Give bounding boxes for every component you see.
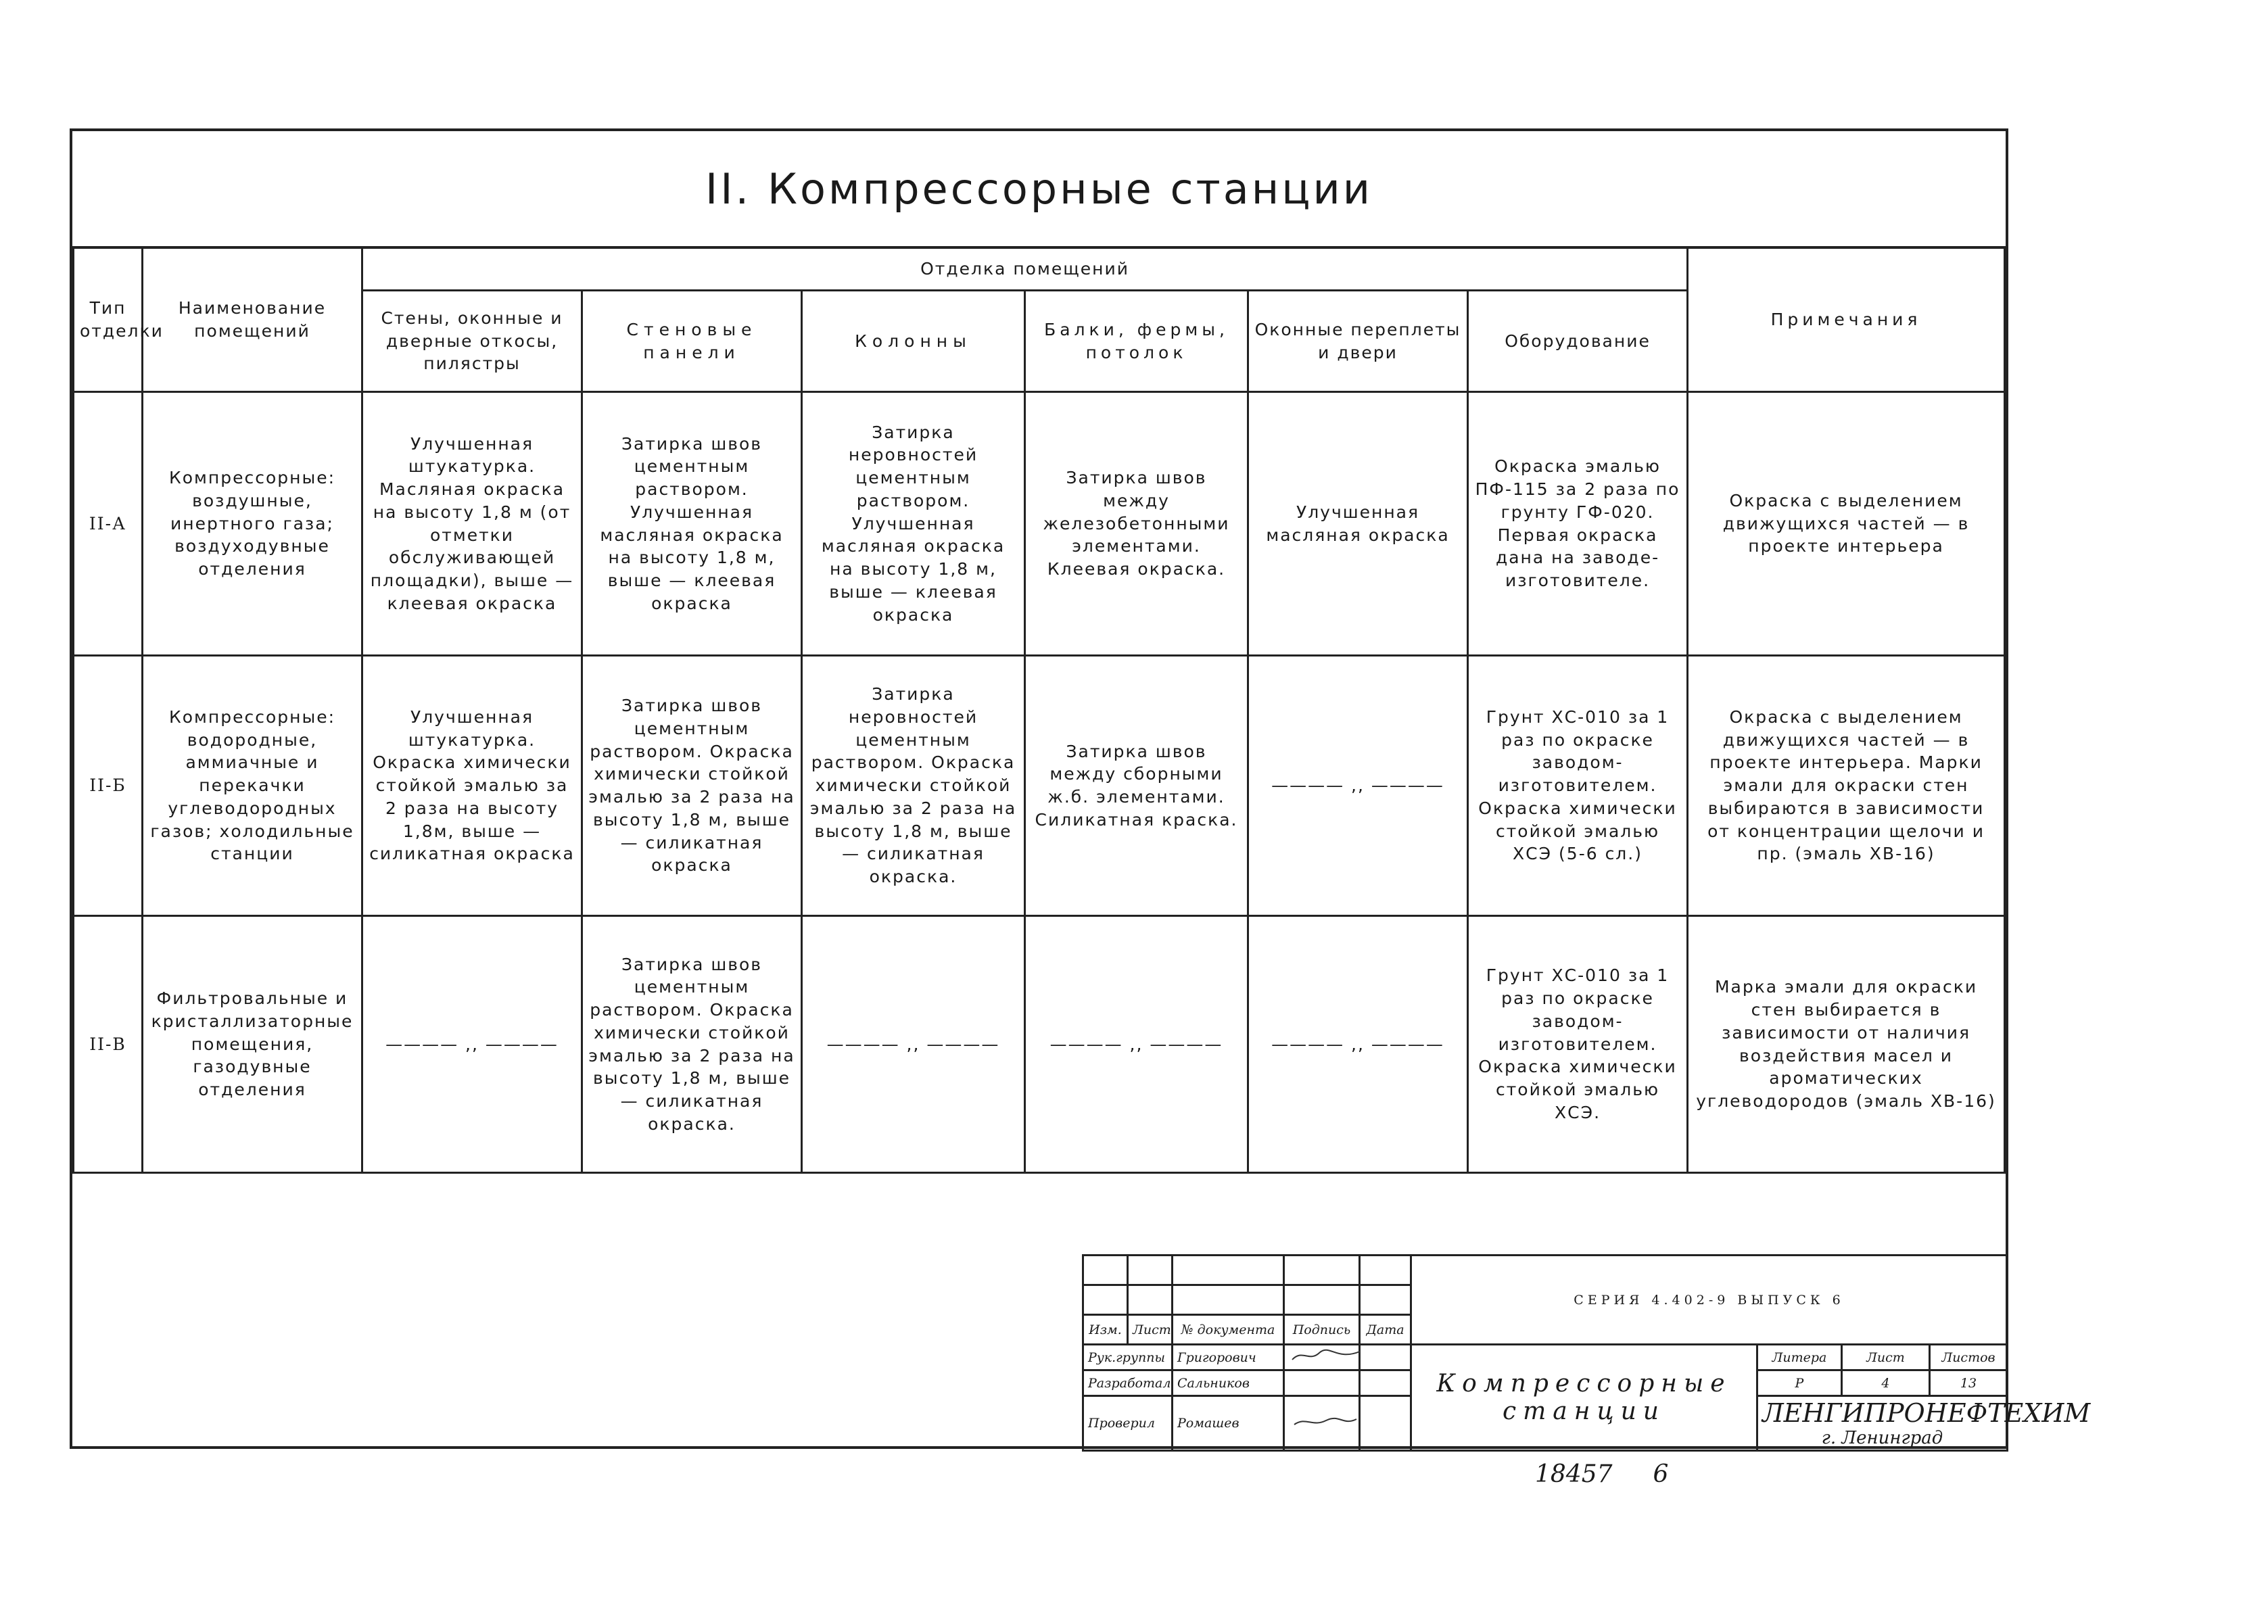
drawing-sheet <box>70 128 2008 1449</box>
header-beams: Балки, фермы, потолок <box>1025 291 1248 392</box>
row-code: II-А <box>74 392 143 656</box>
role-label: Проверил <box>1083 1396 1173 1451</box>
table-row <box>74 656 2005 916</box>
windows-cell: Улучшенная масляная окраска <box>1248 392 1468 656</box>
series-label: СЕРИЯ 4.402-9 ВЫПУСК 6 <box>1411 1256 2008 1345</box>
stamp-header-signature: Подпись <box>1284 1315 1360 1345</box>
windows-cell: ———— ,, ———— <box>1248 916 1468 1173</box>
header-windows: Оконные переплеты и двери <box>1248 291 1468 392</box>
signature <box>1284 1396 1360 1451</box>
header-type: Тип отделки <box>74 247 143 392</box>
title-block <box>1082 1254 2091 1449</box>
litera-label: Литера <box>1757 1345 1841 1370</box>
role-label: Рук.группы <box>1083 1345 1173 1370</box>
sheets-value: 13 <box>1929 1370 2007 1396</box>
archive-number: 18457 6 <box>1535 1460 1669 1488</box>
stamp-header-document: № документа <box>1173 1315 1284 1345</box>
document-title: Компрессорные станции <box>1411 1345 1757 1451</box>
notes-cell: Окраска с выделением движущихся частей — в проекте интерьера <box>1688 392 2005 656</box>
columns-cell: Затирка неровностей цементным раствором. Окраска химически стойкой эмалью за 2 раза на высоту 1,8 м, выше — силикатная окраска. <box>802 656 1025 916</box>
row-code: II-Б <box>74 656 143 916</box>
panels-cell: Затирка швов цементным раствором. Окраска химически стойкой эмалью за 2 раза на высоту 1,8 м, выше — силикатная окраска. <box>582 916 802 1173</box>
row-code: II-В <box>74 916 143 1173</box>
header-walls: Стены, оконные и дверные откосы, пилястры <box>362 291 582 392</box>
windows-cell: ———— ,, ———— <box>1248 656 1468 916</box>
beams-cell: Затирка швов между железобетонными элементами. Клеевая окраска. <box>1025 392 1248 656</box>
stamp-header-date: Дата <box>1360 1315 1411 1345</box>
person-name: Григорович <box>1173 1345 1284 1370</box>
walls-cell: Улучшенная штукатурка. Масляная окраска на высоту 1,8 м (от отметки обслуживающей площадки), выше — клеевая окраска <box>362 392 582 656</box>
equipment-cell: Грунт ХС-010 за 1 раз по окраске заводом-изготовителем. Окраска химически стойкой эмалью ХСЭ (5-6 сл.) <box>1468 656 1688 916</box>
header-panels: Стеновые панели <box>582 291 802 392</box>
sheet-value: 4 <box>1841 1370 1929 1396</box>
header-notes: Примечания <box>1688 247 2005 392</box>
role-label: Разработал <box>1083 1370 1173 1396</box>
room-name: Компрессорные: воздушные, инертного газа; воздуходувные отделения <box>143 392 362 656</box>
equipment-cell: Окраска эмалью ПФ-115 за 2 раза по грунту ГФ-020. Первая окраска дана на заводе-изготовителе. <box>1468 392 1688 656</box>
page-title: II. Компрессорные станции <box>72 131 2006 249</box>
equipment-cell: Грунт ХС-010 за 1 раз по окраске заводом-изготовителем. Окраска химически стойкой эмалью ХСЭ. <box>1468 916 1688 1173</box>
table-row <box>74 916 2005 1173</box>
person-name: Сальников <box>1173 1370 1284 1396</box>
sheets-label: Листов <box>1929 1345 2007 1370</box>
table-row <box>74 392 2005 656</box>
room-name: Фильтровальные и кристаллизаторные помещения, газодувные отделения <box>143 916 362 1173</box>
columns-cell: Затирка неровностей цементным раствором. Улучшенная масляная окраска на высоту 1,8 м, выше — клеевая окраска <box>802 392 1025 656</box>
beams-cell: Затирка швов между сборными ж.б. элементами. Силикатная краска. <box>1025 656 1248 916</box>
stamp-header-change: Изм. <box>1083 1315 1128 1345</box>
room-name: Компрессорные: водородные, аммиачные и перекачки углеводородных газов; холодильные станции <box>143 656 362 916</box>
stamp-header-sheet: Лист <box>1128 1315 1173 1345</box>
header-equipment: Оборудование <box>1468 291 1688 392</box>
beams-cell: ———— ,, ———— <box>1025 916 1248 1173</box>
signature <box>1284 1345 1360 1370</box>
panels-cell: Затирка швов цементным раствором. Окраска химически стойкой эмалью за 2 раза на высоту 1,8 м, выше — силикатная окраска <box>582 656 802 916</box>
header-name: Наименование помещений <box>143 247 362 392</box>
notes-cell: Марка эмали для окраски стен выбирается в зависимости от наличия воздействия масел и ароматических углеводородов (эмаль ХВ-16) <box>1688 916 2005 1173</box>
litera-value: Р <box>1757 1370 1841 1396</box>
notes-cell: Окраска с выделением движущихся частей — в проекте интерьера. Марки эмали для окраски стен выбираются в зависимости от концентрации щелочи и пр. (эмаль ХВ-16) <box>1688 656 2005 916</box>
finish-table <box>72 246 2006 1174</box>
sheet-label: Лист <box>1841 1345 1929 1370</box>
columns-cell: ———— ,, ———— <box>802 916 1025 1173</box>
panels-cell: Затирка швов цементным раствором. Улучшенная масляная окраска на высоту 1,8 м, выше — клеевая окраска <box>582 392 802 656</box>
walls-cell: Улучшенная штукатурка. Окраска химически стойкой эмалью за 2 раза на высоту 1,8м, выше — силикатная окраска <box>362 656 582 916</box>
header-columns: Колонны <box>802 291 1025 392</box>
organization: ЛЕНГИПРОНЕФТЕХИМ г. Ленинград <box>1757 1396 2007 1451</box>
header-group: Отделка помещений <box>362 247 1688 291</box>
person-name: Ромашев <box>1173 1396 1284 1451</box>
walls-cell: ———— ,, ———— <box>362 916 582 1173</box>
